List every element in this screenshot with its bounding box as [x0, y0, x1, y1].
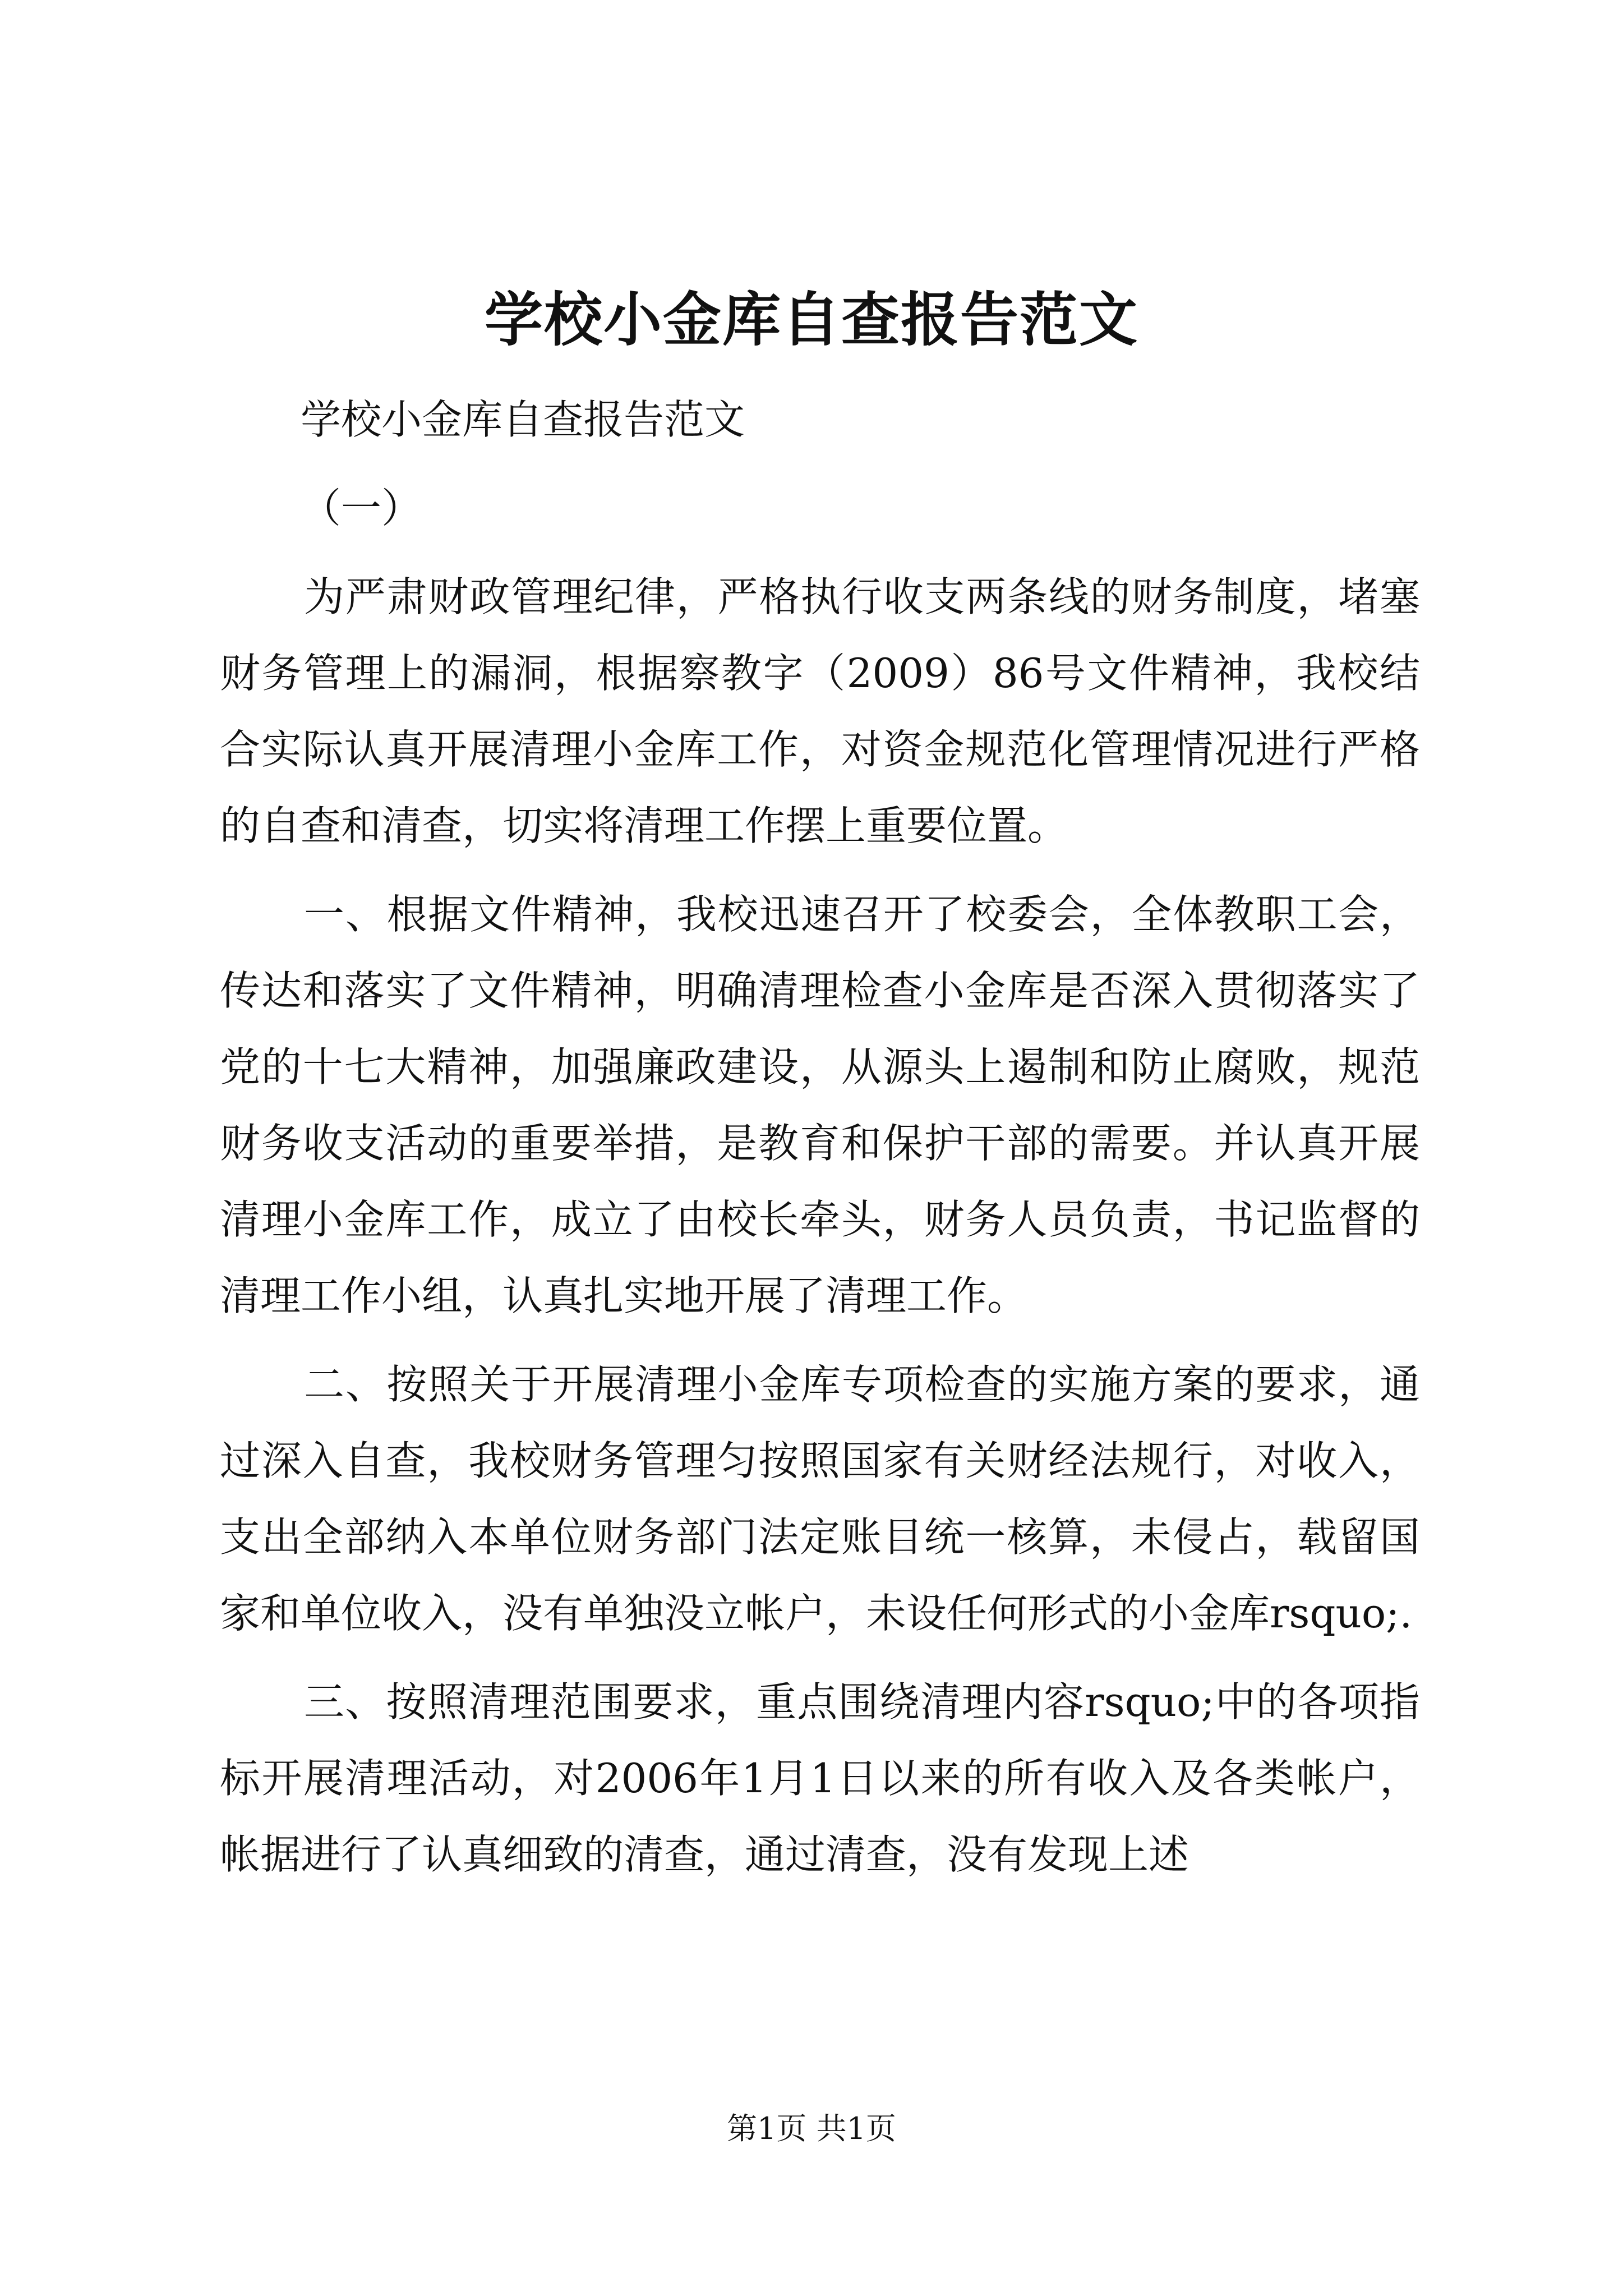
item-two-paragraph: 二、按照关于开展清理小金库专项检查的实施方案的要求，通过深入自查，我校财务管理匀按照国家有关财经法规行，对收入，支出全部纳入本单位财务部门法定账目统一核算，未侵占，载留国家和单位收入，没有单独没立帐户，未设任何形式的小金库rsquo;. [220, 1361, 1420, 1637]
document-title: 学校小金库自查报告范文 [484, 285, 1138, 354]
item-three-paragraph: 三、按照清理范围要求，重点围绕清理内容rsquo;中的各项指标开展清理活动，对2006年1月1日以来的所有收入及各类帐户，帐据进行了认真细致的清查，通过清查，没有发现上述 [220, 1678, 1420, 1878]
subtitle-paragraph: 学校小金库自查报告范文 [301, 396, 745, 443]
page-footer: 第1页 共1页 [727, 2111, 896, 2146]
document-body [220, 381, 1420, 1905]
intro-paragraph: 为严肃财政管理纪律，严格执行收支两条线的财务制度，堵塞财务管理上的漏洞，根据察教字（2009）86号文件精神，我校结合实际认真开展清理小金库工作，对资金规范化管理情况进行严格的自查和清查，切实将清理工作摆上重要位置。 [220, 573, 1420, 849]
item-one-paragraph: 一、根据文件精神，我校迅速召开了校委会，全体教职工会，传达和落实了文件精神，明确清理检查小金库是否深入贯彻落实了党的十七大精神，加强廉政建设，从源头上遏制和防止腐败，规范财务收支活动的重要举措，是教育和保护干部的需要。并认真开展清理小金库工作，成立了由校长牵头，财务人员负责，书记监督的清理工作小组，认真扎实地开展了清理工作。 [220, 891, 1420, 1319]
section-marker: （一） [301, 485, 422, 532]
